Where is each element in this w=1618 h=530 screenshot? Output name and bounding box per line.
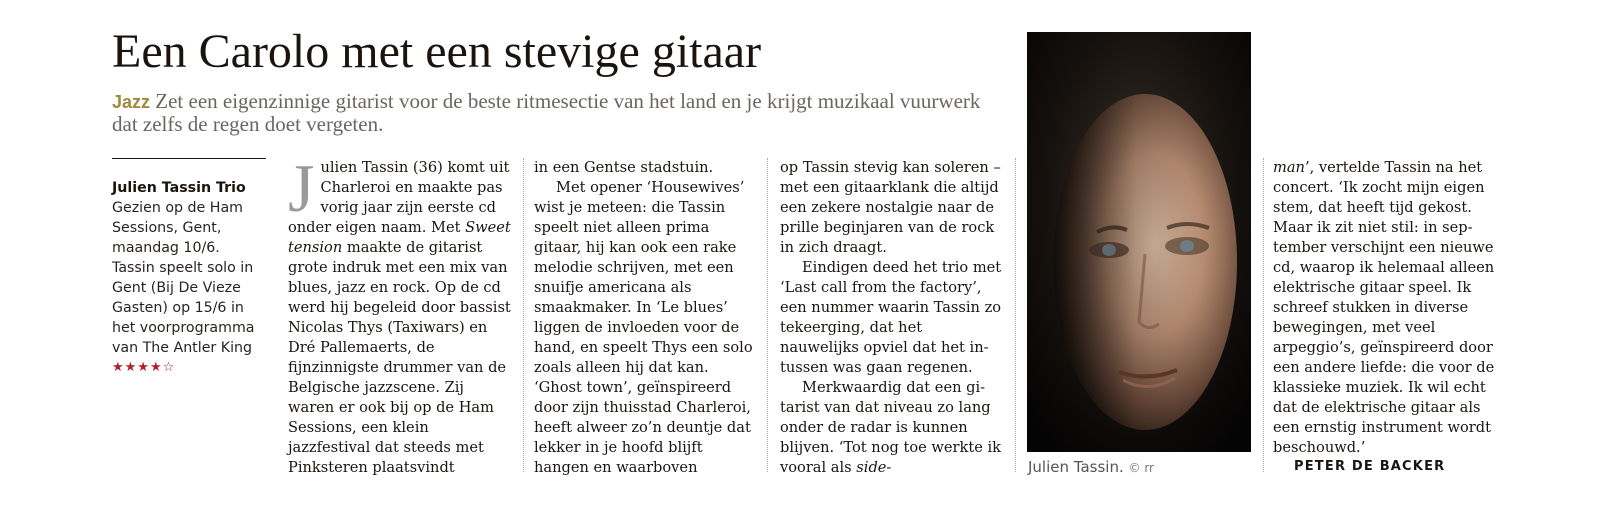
column-separator [523, 158, 524, 472]
caption-text: Julien Tassin. [1028, 458, 1124, 476]
column-separator [767, 158, 768, 472]
factbox-line: Gasten) op 15/6 in [112, 300, 244, 316]
portrait-illustration [1027, 32, 1251, 452]
article-column-3 [780, 158, 1004, 478]
factbox-line: van The Antler King [112, 340, 253, 356]
column-separator [1263, 158, 1264, 472]
byline: PETER DE BACKER [1294, 459, 1446, 474]
article-paragraph: Met opener ‘Housewives’ wist je meteen: die Tassin speelt niet alleen prima gitaar, hij kan ook een rake melodie schrijven, met een snuifje americana als smaakmaker. In ‘Le blues’ liggen de invloeden voor de hand, en speelt Thys een solo zoals alleen hij dat kan. ‘Ghost town’, geïnspireerd door zijn thuisstad Charleroi, heeft alweer zo’n deuntje dat lekker in je hoofd blijft hangen en waarboven [534, 179, 753, 476]
portrait-photo [1027, 32, 1251, 452]
article-column-2 [534, 158, 758, 478]
drop-cap: J [288, 150, 315, 226]
photo-caption [1028, 458, 1154, 477]
article-paragraph: in een Gentse stadstuin. [534, 159, 714, 176]
article-paragraph: Merkwaardig dat een gitarist van dat niveau zo lang onder de radar is kunnen blijven. ‘Tot nog toe werkte ik vooral als side- [780, 379, 1001, 476]
photo-credit: © rr [1128, 461, 1154, 475]
column-separator [1015, 158, 1016, 472]
factbox-line: het voorprogramma [112, 320, 255, 336]
factbox-title: Julien Tassin Trio [112, 180, 246, 196]
factbox [112, 178, 268, 378]
article-column-1 [288, 150, 514, 478]
factbox-line: maandag 10/6. [112, 240, 220, 256]
article-paragraph: op Tassin stevig kan soleren – met een gitaarklank die altijd een zekere nostalgie naar de prille beginjaren van de rock in zich draagt. [780, 159, 1001, 256]
intro-lead [112, 90, 992, 135]
headline: Een Carolo met een stevige gitaar [112, 25, 762, 78]
rating-stars: ★★★★☆ [112, 360, 176, 375]
factbox-line: Gent (Bij De Vieze [112, 280, 241, 296]
article-paragraph: Eindigen deed het trio met ‘Last call from the factory’, een nummer waarin Tassin zo tekeerging, dat het nauwelijks opviel dat het intussen was gaan regenen. [780, 259, 1002, 376]
factbox-line: Tassin speelt solo in [112, 260, 254, 276]
article-column-4 [1273, 158, 1499, 458]
factbox-rule [112, 158, 266, 159]
factbox-line: Sessions, Gent, [112, 220, 222, 236]
factbox-line: Gezien op de Ham [112, 200, 243, 216]
section-kicker: Jazz [112, 92, 151, 112]
article-paragraph: Julien Tassin (36) komt uit Charleroi en maakte pas vorig jaar zijn eerste cd onder eigen naam. Met Sweet tension maakte de gitarist grote indruk met een mix van blues, jazz en rock. Op de cd werd hij begeleid door bassist Nicolas Thys (Taxiwars) en Dré Pallemaerts, de fijnzinnigste drummer van de Belgische jazzscene. Zij waren er ook bij op de Ham Sessions, een klein jazzfestival dat steeds met Pinksteren plaatsvindt [288, 150, 511, 476]
article-paragraph: man’, vertelde Tassin na het concert. ‘Ik zocht mijn eigen stem, dat heeft tijd gekost. Maar ik zit niet stil: in september verschijnt een nieuwe cd, waarop ik helemaal alleen elektrische gitaar speel. Ik schreef stukken in diverse bewegingen, met veel arpeggio’s, geïnspireerd door een andere liefde: die voor de klassieke muziek. Ik wil echt dat de elektrische gitaar als een ernstig instrument wordt beschouwd.’ [1273, 159, 1495, 456]
intro-text: Zet een eigenzinnige gitarist voor de beste ritmesectie van het land en je krijgt muzikaal vuurwerk dat zelfs de regen doet vergeten. [112, 89, 981, 136]
